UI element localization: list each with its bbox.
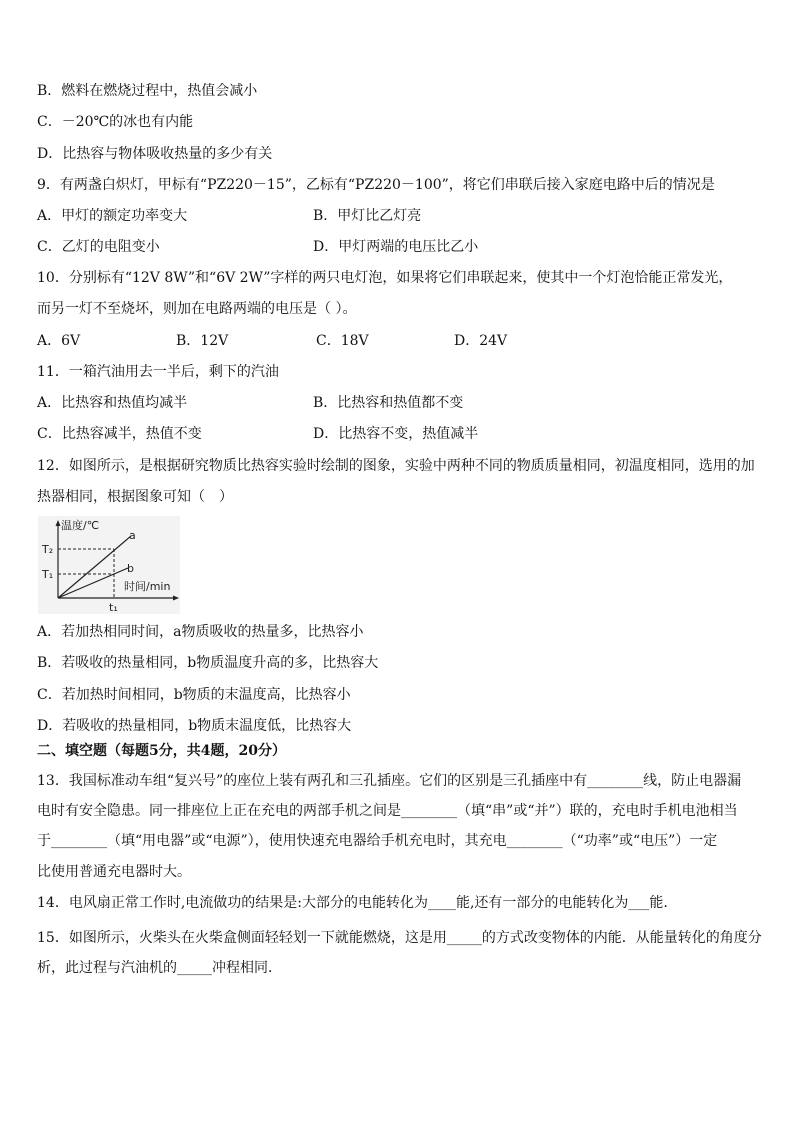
question-14: 14．电风扇正常工作时,电流做功的结果是:大部分的电能转化为____能,还有一部分的电能转化为___能. <box>37 895 668 911</box>
x-tick-label: t₁ <box>109 601 118 614</box>
question-9-stem: 9．有两盏白炽灯，甲标有“PZ220－15”，乙标有“PZ220－100”，将它们串联后接入家庭电路中后的情况是 <box>37 177 715 193</box>
q11-option-d: D．比热容不变，热值减半 <box>313 426 479 442</box>
question-15-line-2: 析，此过程与汽油机的_____冲程相同． <box>37 960 282 976</box>
line-b-label: b <box>127 562 134 575</box>
t2-label: T₂ <box>42 543 54 556</box>
line-b-fuel: B．燃料在燃烧过程中，热值会减小 <box>37 83 258 99</box>
question-15-line-1: 15．如图所示，火柴头在火柴盒侧面轻轻划一下就能燃烧，这是用_____的方式改变物体的内能．从能量转化的角度分 <box>37 930 762 946</box>
q9-option-d: D．甲灯两端的电压比乙小 <box>313 239 479 255</box>
q12-option-d: D．若吸收的热量相同，b物质末温度低，比热容大 <box>37 718 352 734</box>
q12-option-b: B．若吸收的热量相同，b物质温度升高的多，比热容大 <box>37 655 379 671</box>
line-d-specific-heat: D．比热容与物体吸收热量的多少有关 <box>37 146 273 162</box>
y-axis-label: 温度/℃ <box>61 519 100 532</box>
q9-option-a: A．甲灯的额定功率变大 <box>37 208 188 224</box>
line-c-ice: C．－20℃的冰也有内能 <box>37 114 194 130</box>
question-10-stem-1: 10．分别标有“12V 8W”和“6V 2W”字样的两只电灯泡，如果将它们串联起来，使其中一个灯泡恰能正常发光， <box>37 270 733 286</box>
question-12-stem-2: 热器相同，根据图象可知（ ） <box>37 489 233 505</box>
question-10-stem-2: 而另一灯不至烧坏，则加在电路两端的电压是（ ）。 <box>37 301 357 317</box>
q11-option-a: A．比热容和热值均减半 <box>37 395 188 411</box>
graph-background <box>38 516 180 614</box>
q10-option-c: C．18V <box>316 333 369 349</box>
question-13-line-3: 于________（填“用电器”或“电源”），使用快速充电器给手机充电时，其充电________（“功率”或“电压”）一定 <box>37 833 718 849</box>
q10-option-d: D．24V <box>454 333 508 349</box>
q12-option-a: A．若加热相同时间，a物质吸收的热量多，比热容小 <box>37 624 364 640</box>
question-13-line-1: 13．我国标准动车组“复兴号”的座位上装有两孔和三孔插座。它们的区别是三孔插座中有________线，防止电器漏 <box>37 773 742 789</box>
question-13-line-2: 电时有安全隐患。同一排座位上正在充电的两部手机之间是________（填“串”或“并”）联的，充电时手机电池相当 <box>37 803 738 819</box>
question-13-line-4: 比使用普通充电器时大。 <box>37 864 191 880</box>
line-a-label: a <box>129 529 136 542</box>
t1-label: T₁ <box>42 568 54 581</box>
q10-option-b: B．12V <box>176 333 229 349</box>
temperature-time-graph <box>38 516 180 614</box>
q10-option-a: A．6V <box>37 333 81 349</box>
q9-option-c: C．乙灯的电阻变小 <box>37 239 160 255</box>
question-12-stem-1: 12．如图所示，是根据研究物质比热容实验时绘制的图象，实验中两种不同的物质质量相同，初温度相同，选用的加 <box>37 458 755 474</box>
q12-option-c: C．若加热时间相同，b物质的末温度高，比热容小 <box>37 687 351 703</box>
q11-option-c: C．比热容减半，热值不变 <box>37 426 202 442</box>
q11-option-b: B．比热容和热值都不变 <box>313 395 464 411</box>
section-heading-fill-blank: 二、填空题（每题5分，共4题，20分） <box>37 743 286 759</box>
question-11-stem: 11．一箱汽油用去一半后，剩下的汽油 <box>37 364 279 380</box>
x-axis-label: 时间/min <box>124 580 171 593</box>
q9-option-b: B．甲灯比乙灯亮 <box>313 208 422 224</box>
